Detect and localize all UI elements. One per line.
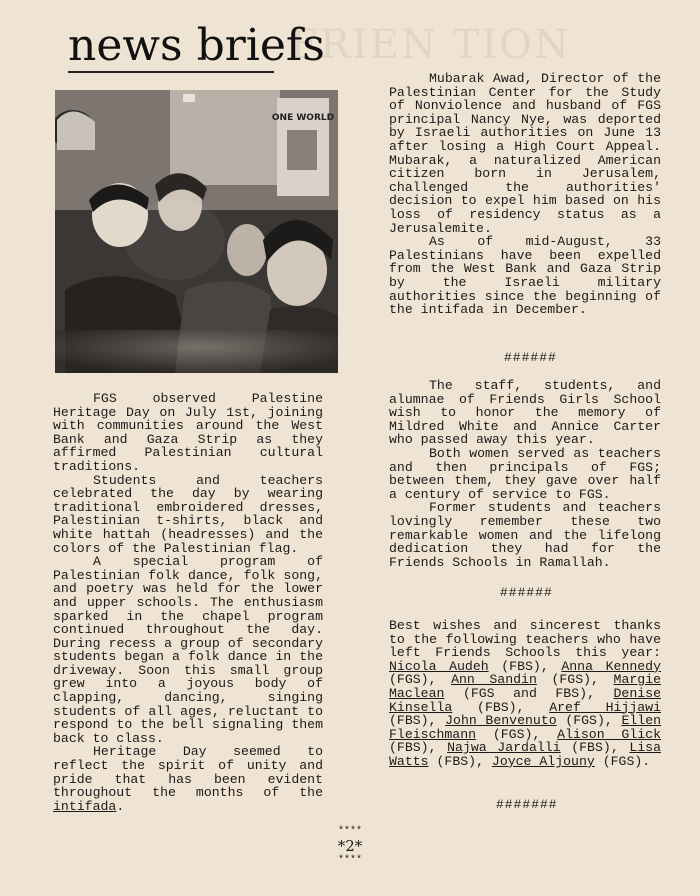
teacher-name: Aref Hijjawi (549, 699, 661, 715)
heritage-day-article (53, 392, 323, 813)
teacher-name: Lisa Watts (389, 740, 661, 769)
farewell-teachers-article (389, 619, 661, 769)
teacher-name: Margie Maclean (389, 672, 662, 701)
stars-top: **** (337, 826, 362, 837)
title-underline (68, 71, 274, 73)
paragraph: A special program of Palestinian folk dance, folk song, and poetry was held for the lower and upper schools. The enthusiasm sparked in the chapel program continued throughout the day. During recess a group of secondary students began a folk dance in the driveway. Soon this small group grew into a joyous body of clapping, dancing, singing students of all ages, reluctant to respond to the bell signaling them back to class. (53, 554, 323, 746)
page-number-block (330, 826, 370, 867)
teacher-name: Najwa Jardalli (447, 740, 561, 756)
page-title: news briefs (68, 20, 325, 71)
teacher-name: Nicola Audeh (389, 658, 489, 674)
stars-bottom: **** (337, 855, 362, 866)
teacher-name: Joyce Aljouny (491, 753, 595, 769)
students-photo (55, 90, 338, 373)
paragraph: As of mid-August, 33 Palestinians have been expelled from the West Bank and Gaza Strip by the Israeli military authorities since the beginning of the intifada in December. (389, 234, 661, 318)
paragraph: Former students and teachers lovingly remember these two remarkable women and the lifelong dedication they had for the Friends Schools in Ramallah. (389, 500, 661, 570)
section-separator: ####### (496, 797, 558, 812)
show-through-text: FRIEN TION (290, 22, 571, 68)
teacher-name: Ann Sandin (451, 672, 537, 688)
teacher-name: Denise Kinsella (389, 685, 661, 715)
mubarak-awad-article (389, 72, 661, 317)
paragraph: Students and teachers celebrated the day by wearing traditional embroidered dresses, Palestinian t-shirts, black and white hattah (headresses) and the colors of the Palestinian flag. (53, 472, 323, 556)
teacher-name: John Benvenuto (445, 713, 557, 729)
paragraph: Both women served as teachers and then principals of FGS; between them, they gave over half a century of service to FGS. (389, 445, 661, 502)
teacher-list: Best wishes and sincerest thanks to the following teachers who have left Friends Schools this year: Nicola Audeh (FBS), Anna Kennedy (FGS), Ann Sandin (FGS), Margie Maclean (FGS and FBS), Denise Kinsella (FBS), Aref Hijjawi (FBS), John Benvenuto (FGS), Ellen Fleischmann (FGS), Alison Glick (FBS), Najwa Jardalli (FBS), Lisa Watts (FBS), Joyce Aljouny (FGS). (389, 618, 662, 769)
photo-illustration (55, 90, 338, 373)
memorial-article (389, 379, 661, 569)
teacher-name: Ellen Fleischmann (389, 713, 662, 742)
page-number: *2* (337, 837, 363, 855)
teacher-name: Anna Kennedy (561, 658, 662, 674)
intifada-term: intifada (53, 798, 117, 814)
paragraph: The staff, students, and alumnae of Friends Girls School wish to honor the memory of Mildred White and Annice Carter who passed away this year. (389, 378, 661, 448)
paragraph: Mubarak Awad, Director of the Palestinian Center for the Study of Nonviolence and husband of FGS principal Nancy Nye, was deported by Israeli authorities on June 13 after losing a High Court Appeal. Mubarak, a naturalized American citizen born in Jerusalem, challenged the authorities' decision to expel him based on his loss of residency status as a Jerusalemite. (389, 71, 661, 236)
paragraph: Heritage Day seemed to reflect the spirit of unity and pride that has been evident throughout the months of the intifada. (53, 744, 323, 814)
svg-text:ONE WORLD: ONE WORLD (271, 113, 335, 123)
section-separator: ###### (500, 585, 553, 600)
paragraph: FGS observed Palestine Heritage Day on July 1st, joining with communities around the West Bank and Gaza Strip as they affirmed Palestinian cultural traditions. (53, 391, 323, 474)
section-separator: ###### (504, 350, 557, 365)
teacher-name: Alison Glick (557, 726, 662, 742)
